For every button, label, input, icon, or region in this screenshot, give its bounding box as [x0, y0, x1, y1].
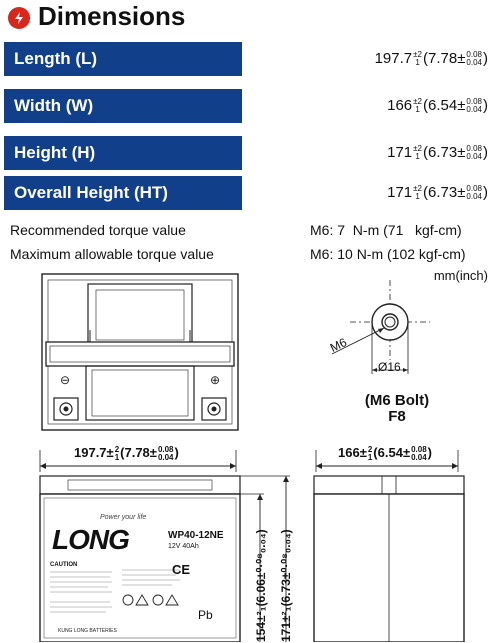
side-view-drawing [312, 474, 466, 642]
tol-in-plus: 0.08 [466, 184, 482, 194]
bolt-title: (M6 Bolt) [364, 392, 430, 409]
label-rating: 12V 40Ah [168, 543, 199, 550]
label-pb-mark: Pb [198, 608, 213, 622]
page-title: Dimensions [38, 1, 186, 31]
tol-in-plus: 0.08 [466, 50, 482, 60]
unit-note: mm(inch) [433, 268, 488, 283]
dim-value-height: 171 ±2 1 (6.73± 0.08 0.04 ) [387, 144, 488, 162]
dim-inch: 7.78 [427, 50, 458, 67]
dim-label-length: Length (L) [4, 42, 242, 76]
tol-in-plus: 0.08 [466, 97, 482, 107]
tol-minus: 1 [415, 192, 420, 202]
tol-minus: 1 [415, 58, 420, 68]
dim-value-overall-height: 171 ±2 1 (6.73± 0.08 0.04 ) [387, 184, 488, 202]
torque-value-maximum: M6: 10 N-m (102 kgf-cm) [310, 246, 466, 262]
svg-text:⊕: ⊕ [210, 373, 221, 387]
dim-value-length: 197.7 ±2 1 (7.78± 0.08 0.04 ) [374, 50, 488, 68]
tol-plus: ±2 [413, 144, 422, 154]
svg-text:⊖: ⊖ [60, 373, 71, 387]
tol-plus: ±2 [413, 50, 422, 60]
dim-inch: 6.73 [427, 184, 458, 201]
dim-mm: 171 [387, 184, 413, 201]
front-width-in-minus: 0.04 [157, 452, 174, 462]
front-width-mm: 197.7 [74, 445, 107, 460]
dim-label-width: Width (W) [4, 89, 242, 123]
label-brand-logo: LONG [52, 524, 129, 555]
dim-inch: 6.73 [427, 144, 458, 161]
tol-minus: 1 [415, 105, 420, 115]
front-width-in-plus: 0.08 [157, 444, 174, 454]
dim-mm: 197.7 [374, 50, 413, 67]
torque-label-maximum: Maximum allowable torque value [10, 246, 214, 262]
side-width-tol-plus: 2 [367, 444, 373, 454]
dim-label-height: Height (H) [4, 136, 242, 170]
side-width-in-plus: 0.08 [411, 444, 427, 454]
tol-minus: 1 [415, 152, 420, 162]
height-ht-annotation: 171±²₁(6.73±⁰·⁰⁸₀.₀₄) [279, 529, 293, 642]
bolt-code: F8 [388, 408, 406, 425]
tol-in-plus: 0.08 [466, 144, 482, 154]
tol-in-minus: 0.04 [466, 152, 482, 162]
label-manufacturer: KUNG LONG BATTERIES [58, 628, 117, 634]
side-width-tol-minus: 1 [367, 452, 373, 462]
front-width-tol-minus: 1 [114, 452, 120, 462]
bolt-thread-label: M6 [327, 335, 349, 355]
tol-plus: ±2 [413, 184, 422, 194]
side-width-annotation: 166± 2 1 (6.54± 0.08 0.04 ) [338, 444, 433, 462]
front-width-tol-plus: 2 [114, 444, 120, 454]
dim-value-width: 166 ±2 1 (6.54± 0.08 0.04 ) [387, 97, 488, 115]
side-width-in-minus: 0.04 [411, 452, 427, 462]
dim-label-overall-height: Overall Height (HT) [4, 176, 242, 210]
dim-mm: 171 [387, 144, 413, 161]
tol-plus: ±2 [413, 97, 422, 107]
front-width-inch: 7.78 [124, 445, 150, 460]
dim-mm: 166 [387, 97, 413, 114]
torque-label-recommended: Recommended torque value [10, 222, 186, 238]
tol-in-minus: 0.04 [466, 105, 482, 115]
tol-in-minus: 0.04 [466, 58, 482, 68]
side-width-inch: 6.54 [377, 445, 403, 460]
label-tagline: Power your life [100, 514, 147, 521]
label-ce-mark: CE [172, 562, 191, 577]
label-model: WP40-12NE [168, 530, 224, 541]
dim-inch: 6.54 [427, 97, 458, 114]
tol-in-minus: 0.04 [466, 192, 482, 202]
side-width-mm: 166 [338, 445, 360, 460]
front-width-annotation: 197.7± 2 1 (7.78± 0.08 0.04 ) [74, 444, 179, 462]
label-caution: CAUTION [50, 562, 78, 568]
top-view-drawing [40, 272, 240, 432]
height-h-annotation: 154±²₁(6.06±⁰·⁰⁸₀.₀₄) [254, 529, 268, 642]
lightning-icon [8, 7, 30, 29]
torque-value-recommended: M6: 7 N-m (71 kgf-cm) [310, 222, 462, 238]
bolt-diameter-label: Ø16 [378, 360, 401, 374]
